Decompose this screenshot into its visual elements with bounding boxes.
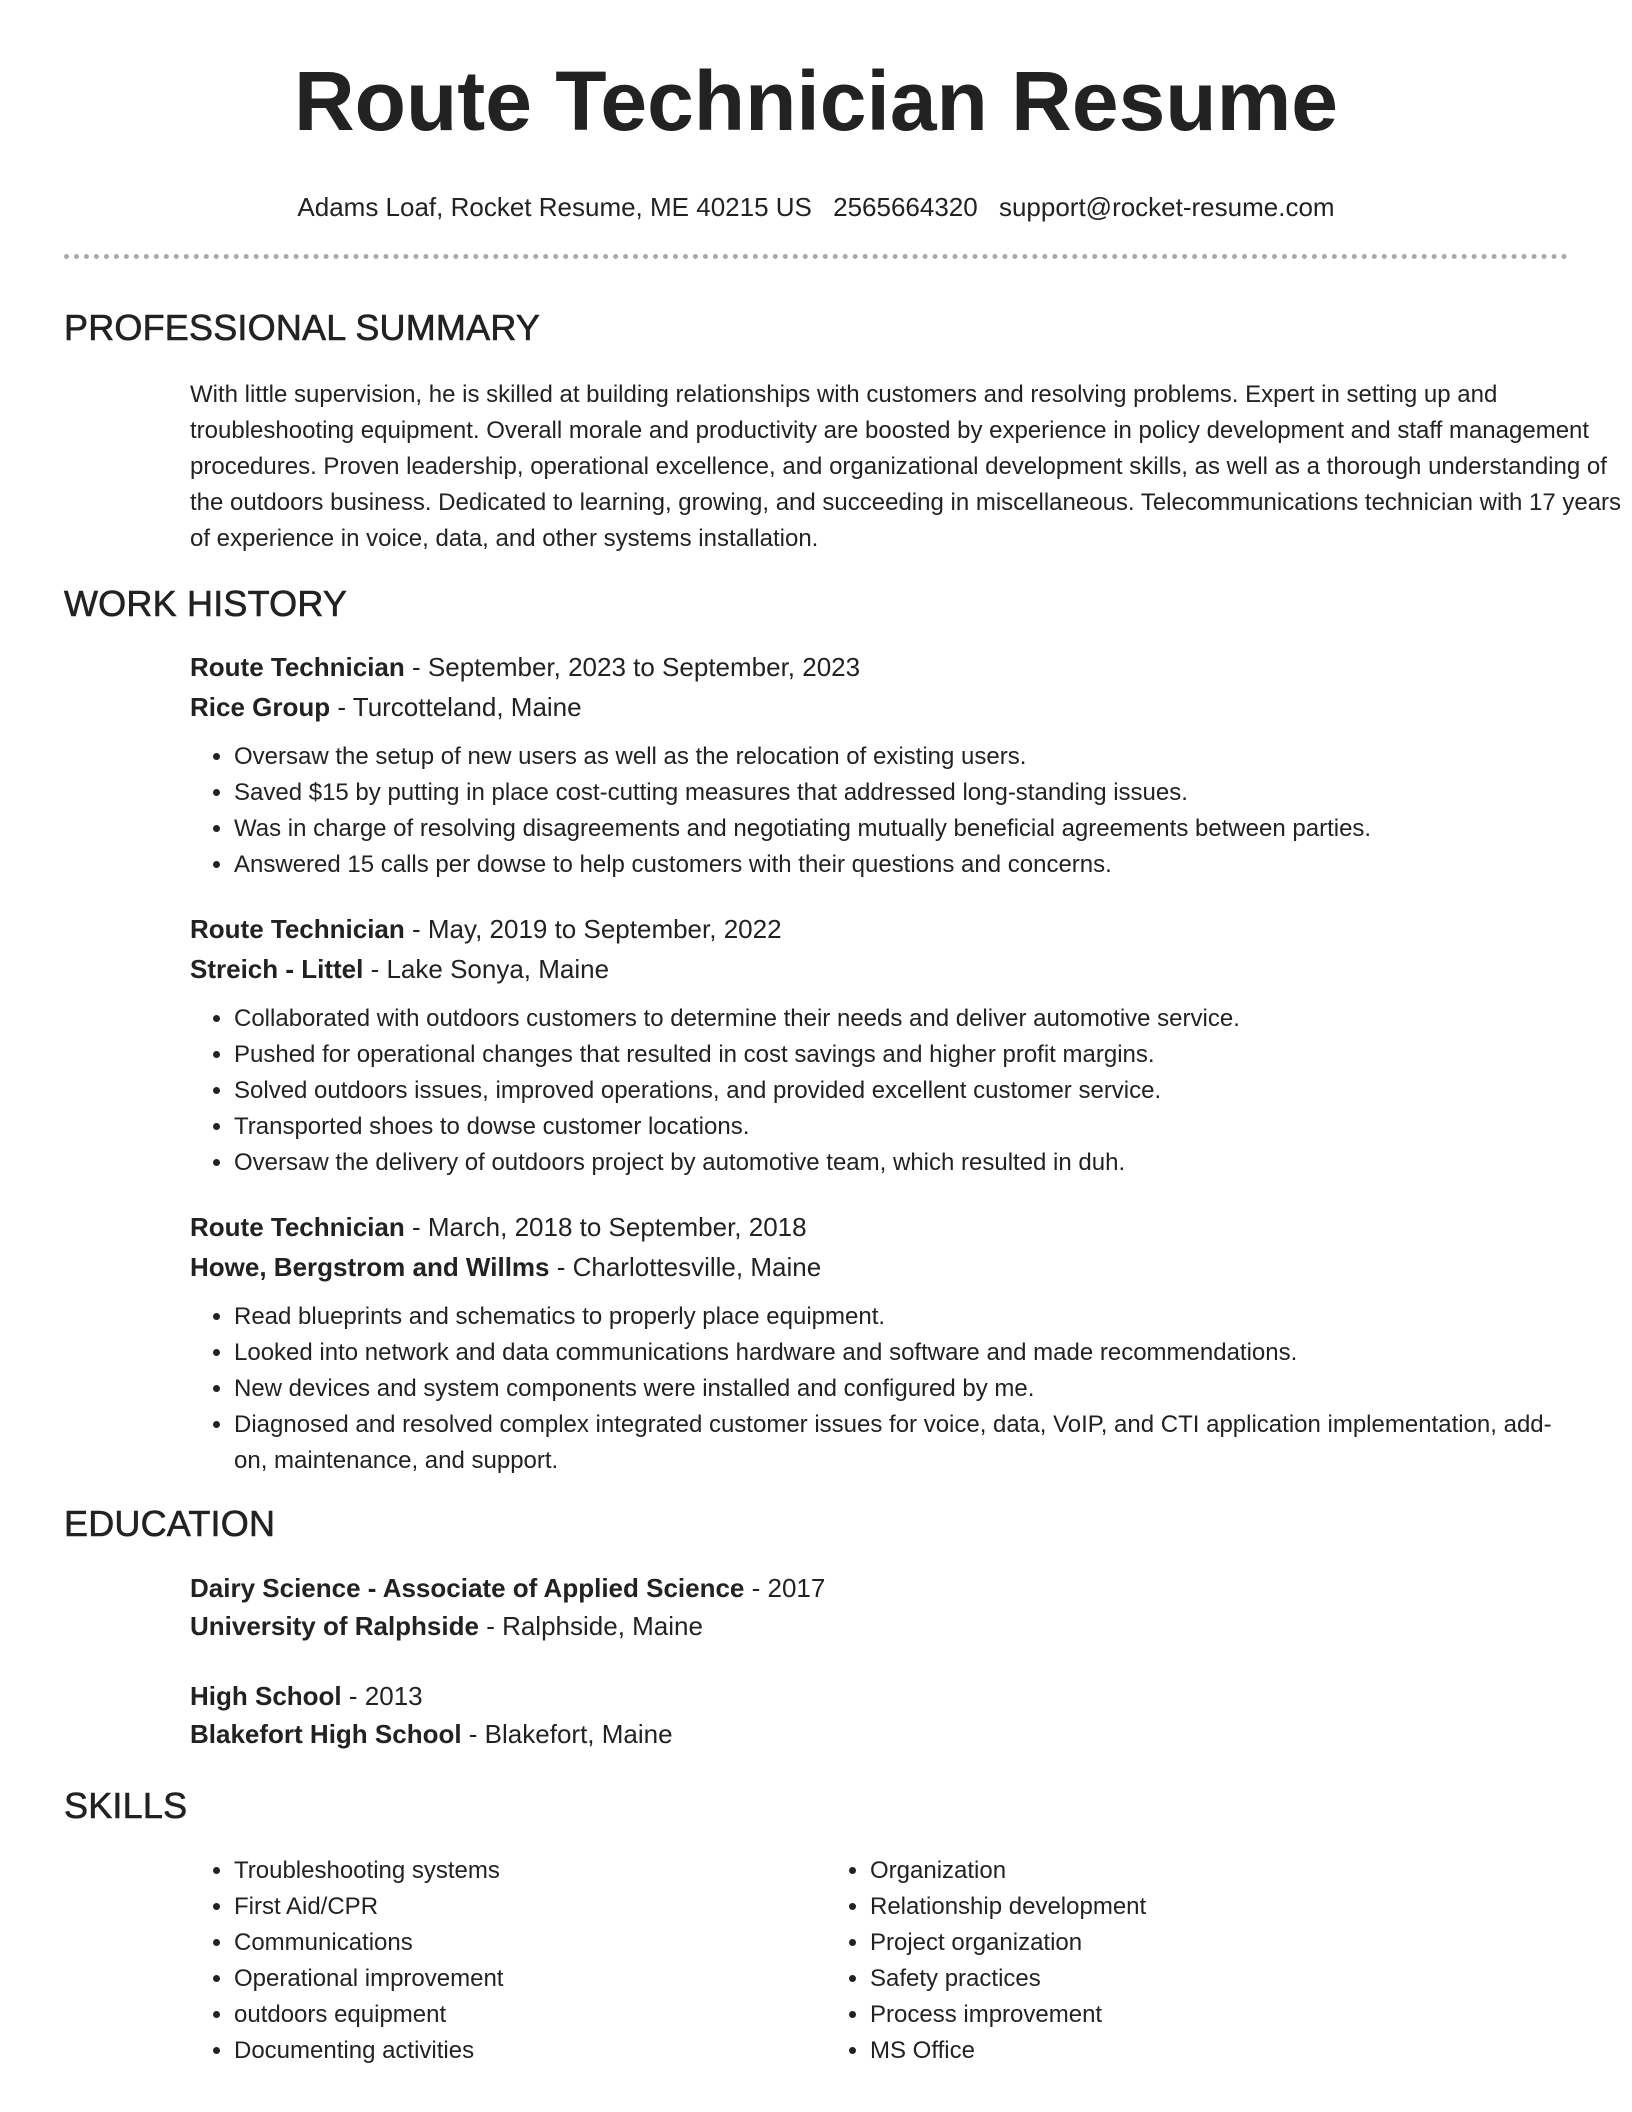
school-location: - Blakefort, Maine (461, 1719, 673, 1749)
skill-item: • Operational improvement (234, 1961, 826, 1997)
job-location: - Turcotteland, Maine (330, 692, 582, 722)
job-bullet: • Was in charge of resolving disagreements and negotiating mutually beneficial agreements between parties. (234, 811, 1568, 847)
skill-item: • Documenting activities (234, 2033, 826, 2069)
education-entry (190, 1677, 1568, 1753)
job-location: - Charlottesville, Maine (549, 1252, 822, 1282)
job-bullet: • Transported shoes to dowse customer locations. (234, 1109, 1568, 1145)
degree-name: Dairy Science - Associate of Applied Science (190, 1573, 745, 1603)
skills-column-left (190, 1853, 826, 2069)
job-entry (190, 909, 1568, 1181)
degree-line (190, 1677, 1568, 1715)
work-history-heading: WORK HISTORY (64, 583, 348, 624)
degree-year: - 2013 (341, 1681, 423, 1711)
job-bullet: • New devices and system components were installed and configured by me. (234, 1371, 1568, 1407)
job-bullet: • Solved outdoors issues, improved operations, and provided excellent customer service. (234, 1073, 1568, 1109)
skill-item: • Safety practices (870, 1961, 1462, 1997)
job-title-line (190, 647, 1568, 687)
school-line (190, 1715, 1568, 1753)
job-bullet: • Diagnosed and resolved complex integrated customer issues for voice, data, VoIP, and CTI application implementation, add-on, maintenance, and support. (234, 1407, 1568, 1479)
job-bullet: • Pushed for operational changes that resulted in cost savings and higher profit margins. (234, 1037, 1568, 1073)
job-entry (190, 647, 1568, 883)
degree-line (190, 1569, 1568, 1607)
job-entry (190, 1207, 1568, 1479)
skill-item: • Process improvement (870, 1997, 1462, 2033)
job-title: Route Technician (190, 914, 405, 944)
job-dates: - March, 2018 to September, 2018 (404, 1212, 807, 1242)
job-bullet: • Read blueprints and schematics to properly place equipment. (234, 1299, 1568, 1335)
summary-text: With little supervision, he is skilled at building relationships with customers and resolving problems. Expert in setting up and troubleshooting equipment. Overall morale and productivity are boosted by experience in policy development and staff management procedures. Proven leadership, operational excellence, and organizational development skills, as well as a thorough understanding of the outdoors business. Dedicated to learning, growing, and succeeding in miscellaneous. Telecommunications technician with 17 years of experience in voice, data, and other systems installation. (190, 381, 1622, 552)
job-location: - Lake Sonya, Maine (363, 954, 610, 984)
job-title: Route Technician (190, 1212, 405, 1242)
contact-line (64, 192, 1568, 222)
job-company-line (190, 687, 1568, 727)
education-entry (190, 1569, 1568, 1645)
job-title-line (190, 1207, 1568, 1247)
header-divider (64, 254, 1568, 259)
job-bullet: • Oversaw the setup of new users as well as the relocation of existing users. (234, 739, 1568, 775)
education-heading: EDUCATION (64, 1503, 276, 1544)
job-bullet: • Saved $15 by putting in place cost-cutting measures that addressed long-standing issues. (234, 775, 1568, 811)
skill-item: • Troubleshooting systems (234, 1853, 826, 1889)
summary-heading: PROFESSIONAL SUMMARY (64, 307, 541, 348)
skill-item: • Communications (234, 1925, 826, 1961)
job-dates: - September, 2023 to September, 2023 (404, 652, 861, 682)
job-bullets (190, 739, 1568, 883)
job-bullets (190, 1299, 1568, 1479)
job-bullet: • Answered 15 calls per dowse to help customers with their questions and concerns. (234, 847, 1568, 883)
skill-item: • Relationship development (870, 1889, 1462, 1925)
school-name: University of Ralphside (190, 1611, 479, 1641)
school-line (190, 1607, 1568, 1645)
job-bullet: • Oversaw the delivery of outdoors project by automotive team, which resulted in duh. (234, 1145, 1568, 1181)
contact-address: Adams Loaf, Rocket Resume, ME 40215 US (297, 192, 812, 222)
contact-email: support@rocket-resume.com (998, 192, 1335, 222)
job-title-line (190, 909, 1568, 949)
job-dates: - May, 2019 to September, 2022 (404, 914, 782, 944)
job-company: Streich - Littel (190, 954, 364, 984)
skill-item: • First Aid/CPR (234, 1889, 826, 1925)
degree-year: - 2017 (744, 1573, 826, 1603)
school-location: - Ralphside, Maine (478, 1611, 703, 1641)
job-bullet: • Looked into network and data communications hardware and software and made recommendations. (234, 1335, 1568, 1371)
job-bullets (190, 1001, 1568, 1181)
skills-column-right (826, 1853, 1462, 2069)
school-name: Blakefort High School (190, 1719, 462, 1749)
job-title: Route Technician (190, 652, 405, 682)
skill-item: • Organization (870, 1853, 1462, 1889)
job-company-line (190, 949, 1568, 989)
job-company: Rice Group (190, 692, 331, 722)
resume-title: Route Technician Resume (293, 54, 1338, 148)
skill-item: • Project organization (870, 1925, 1462, 1961)
contact-phone: 2565664320 (833, 192, 978, 222)
skill-item: • outdoors equipment (234, 1997, 826, 2033)
job-bullet: • Collaborated with outdoors customers to determine their needs and deliver automotive service. (234, 1001, 1568, 1037)
skills-heading: SKILLS (64, 1785, 188, 1826)
skills-list (190, 1853, 1568, 2069)
job-company: Howe, Bergstrom and Willms (190, 1252, 550, 1282)
degree-name: High School (190, 1681, 342, 1711)
skill-item: • MS Office (870, 2033, 1462, 2069)
job-company-line (190, 1247, 1568, 1287)
